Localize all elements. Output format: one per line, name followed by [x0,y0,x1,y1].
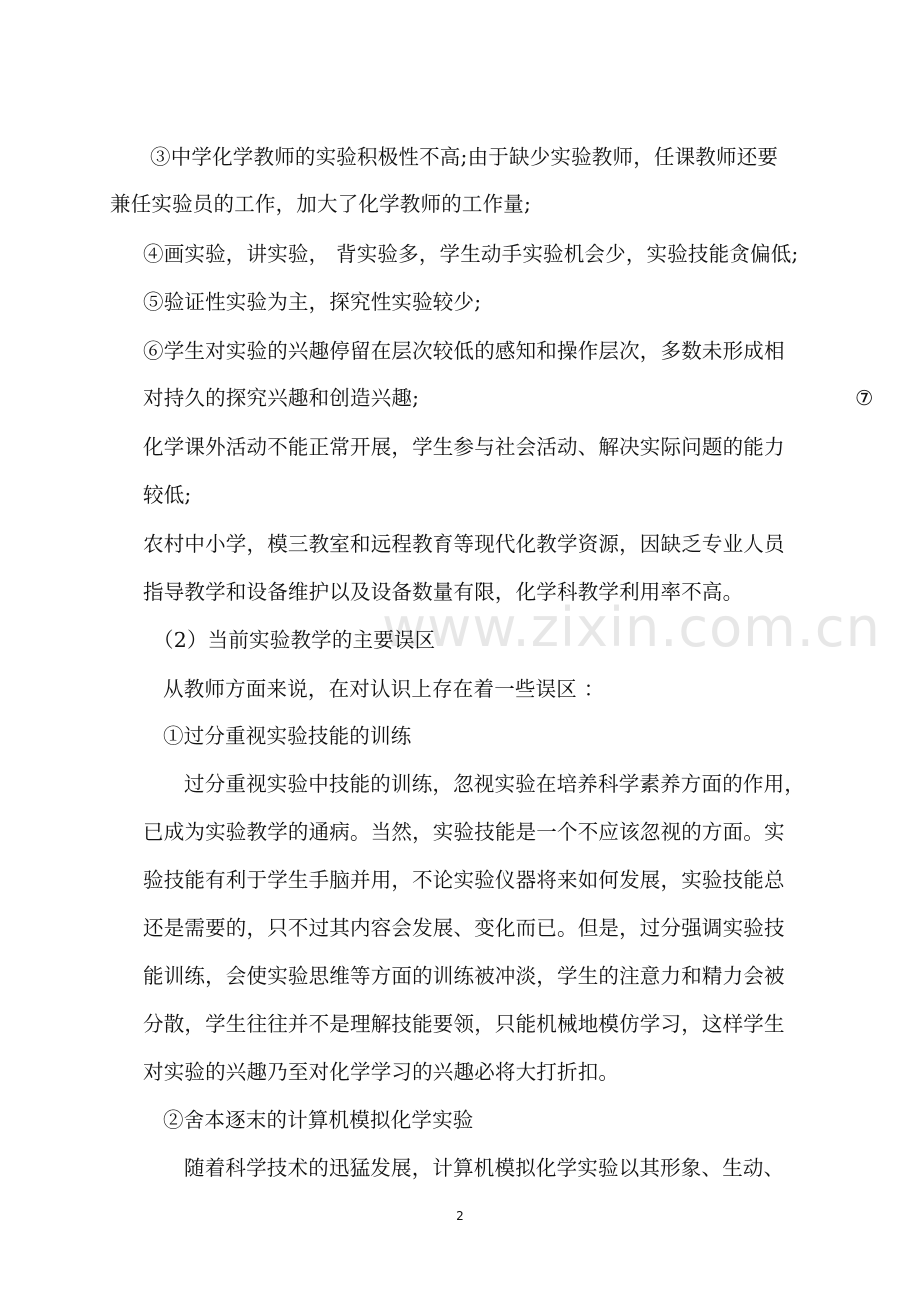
text-line-14: ①过分重视实验技能的训练 [163,724,412,748]
text-line-22: ②舍本逐末的计算机模拟化学实验 [163,1108,474,1132]
text-line-2: 兼任实验员的工作，加大了化学教师的工作量; [110,192,532,216]
text-line-16: 已成为实验教学的通病。当然，实验技能是一个不应该忽视的方面。实 [143,820,785,844]
text-line-10: 农村中小学，模三教室和远程教育等现代化教学资源，因缺乏专业人员 [143,532,785,556]
text-line-13: 从教师方面来说，在对认识上存在着一些误区 ： [163,677,605,701]
text-line-1: ③中学化学教师的实验积极性不高;由于缺少实验教师，任课教师还要 [150,145,779,169]
text-line-11: 指导教学和设备维护以及设备数量有限，化学科教学利用率不高。 [143,580,744,604]
text-line-21: 对实验的兴趣乃至对化学学习的兴趣必将大打折扣。 [143,1060,620,1084]
text-line-19: 能训练，会使实验思维等方面的训练被冲淡，学生的注意力和精力会被 [143,964,785,988]
text-line-12: （2）当前实验教学的主要误区 [153,628,436,652]
text-line-6: 对持久的探究兴趣和创造兴趣; [143,386,420,410]
text-line-15: 过分重视实验中技能的训练，忽视实验在培养科学素养方面的作用， [184,772,805,796]
text-line-17: 验技能有利于学生手脑并用，不论实验仪器将来如何发展，实验技能总 [143,868,785,892]
text-line-3: ④画实验，讲实验， 背实验多，学生动手实验机会少，实验技能贪偏低; [143,242,799,266]
page-number: 2 [456,1209,464,1223]
text-line-4: ⑤验证性实验为主，探究性实验较少; [143,290,482,314]
text-line-23: 随着科学技术的迅猛发展，计算机模拟化学实验以其形象、生动、 [184,1156,785,1180]
text-line-9: 较低; [143,483,192,507]
text-line-8: 化学课外活动不能正常开展，学生参与社会活动、解决实际问题的能力 [143,435,785,459]
text-line-18: 还是需要的，只不过其内容会发展、变化而已。但是，过分强调实验技 [143,916,785,940]
text-line-5: ⑥学生对实验的兴趣停留在层次较低的感知和操作层次，多数未形成相 [143,339,785,363]
text-line-20: 分散，学生往往并不是理解技能要领，只能机械地模仿学习，这样学生 [143,1012,785,1036]
watermark: www.zixin.com.cn [382,596,881,659]
text-line-7-marker: ⑦ [855,386,874,410]
